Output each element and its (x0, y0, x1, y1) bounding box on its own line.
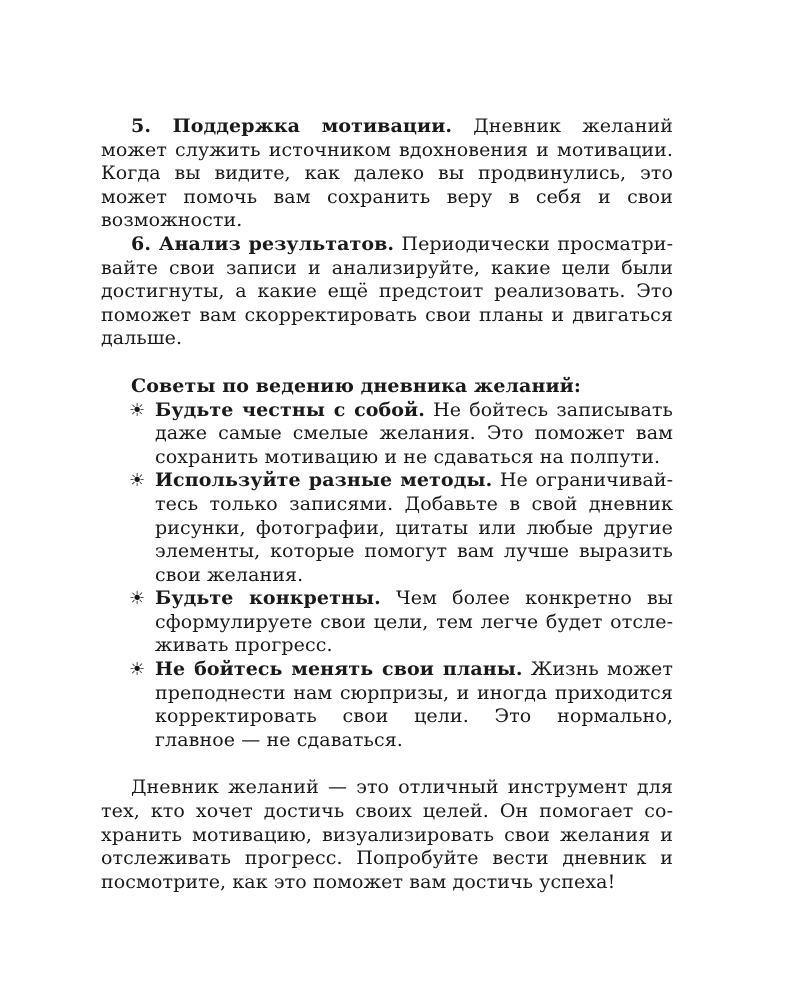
tip-title: Будьте честны с собой. (155, 398, 425, 421)
tip-title: Используйте разные методы. (155, 469, 493, 492)
sun-icon: ☀ (129, 399, 146, 421)
tip-title: Не бойтесь менять свои планы. (155, 658, 523, 681)
page-body (101, 115, 673, 894)
tip-text: Не бойтесь записывать даже самые смелые желания. Это поможет вам сохранить мотивацию и не сдаваться на полпути. (155, 398, 673, 468)
sun-icon: ☀ (129, 659, 146, 681)
item-title: 6. Анализ результатов. (131, 232, 395, 255)
list-item (101, 658, 673, 752)
item-title: 5. Поддержка мотивации. (131, 115, 453, 137)
paragraph-motivation-support (101, 115, 673, 233)
list-item (101, 587, 673, 658)
list-item (101, 399, 673, 470)
conclusion-paragraph: Дневник желаний — это отличный инструмент для тех, кто хочет достичь своих целей. Он помогает сохранить мотивацию, визуализировать свои желания и отслеживать прогресс. Попробуйте вести дневник и посмотрите, как это поможет вам достичь успеха! (101, 776, 673, 893)
tips-heading: Советы по ведению дневника желаний: (131, 374, 581, 397)
spacer (101, 351, 673, 375)
sun-icon: ☀ (129, 588, 146, 610)
tip-text: Не ограничивайтесь только записями. Добавьте в свой дневник рисунки, фотографии, цитаты или любые другие элементы, которые помогут вам лучше выразить свои желания. (155, 469, 674, 586)
spacer (101, 752, 673, 776)
item-text: Дневник желаний может служить источником вдохновения и мотивации. Когда вы видите, как далеко вы продвинулись, это может помочь вам сохранить веру в себя и свои возможности. (101, 115, 674, 232)
item-text: Периодически просматривайте свои записи и анализируйте, какие цели были достигнуты, а какие ещё предстоит реализовать. Это поможет вам скорректировать свои планы и двигаться дальше. (101, 232, 673, 350)
paragraph-results-analysis (101, 233, 673, 351)
tip-title: Будьте конкретны. (155, 587, 381, 610)
sun-icon: ☀ (129, 470, 146, 492)
list-item (101, 469, 673, 587)
tips-list (101, 399, 673, 753)
tip-text: Жизнь может преподнести нам сюрпризы, и иногда приходится корректировать свои цели. Это нормально, главное — не сдаваться. (155, 658, 673, 751)
tip-text: Чем более конкретно вы сформулируете свои цели, тем легче будет отслеживать прогресс. (155, 587, 674, 657)
